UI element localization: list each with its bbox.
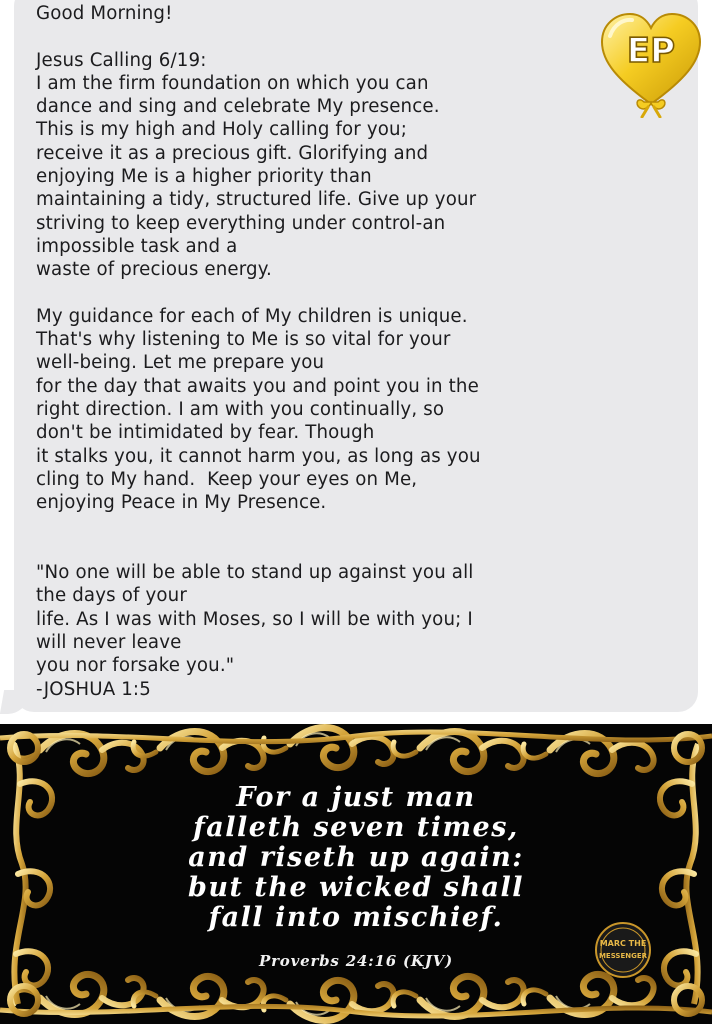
p1-line-7: striving to keep everything under control-an (36, 212, 446, 234)
quote-line-1: "No one will be able to stand up against you all (36, 562, 474, 584)
verse-line-4: but the wicked shall (187, 872, 524, 903)
p2-line-7: it stalks you, it cannot harm you, as long as you (36, 445, 481, 467)
greeting-line: Good Morning! (36, 3, 173, 24)
logo-text-bottom: MESSENGER (598, 952, 648, 960)
devotional-title: Jesus Calling 6/19: (36, 49, 207, 71)
p1-line-3: This is my high and Holy calling for you; (36, 119, 407, 141)
p1-line-2: dance and sing and celebrate My presence. (36, 96, 440, 118)
p2-line-5: right direction. I am with you continually, so (36, 399, 445, 421)
gold-heart-icon (598, 10, 704, 118)
p2-line-4: for the day that awaits you and point you in the (36, 375, 479, 397)
p1-line-4: receive it as a precious gift. Glorifying and (36, 142, 429, 164)
marc-the-messenger-logo (595, 922, 651, 978)
verse-line-5: fall into mischief. (208, 902, 504, 933)
p2-line-1: My guidance for each of My children is unique. (36, 305, 468, 327)
verse-reference: Proverbs 24:16 (KJV) (259, 952, 453, 970)
verse-line-1: For a just man (236, 782, 476, 813)
verse-image (0, 724, 712, 1024)
p2-line-2: That's why listening to Me is so vital for your (36, 329, 451, 351)
p2-line-3: well-being. Let me prepare you (36, 352, 325, 374)
p1-line-1: I am the firm foundation on which you can (36, 72, 429, 94)
quote-line-3: life. As I was with Moses, so I will be with you; I (36, 608, 473, 630)
verse-line-3: and riseth up again: (188, 842, 524, 873)
p1-line-8: impossible task and a (36, 235, 238, 257)
p1-line-5: enjoying Me is a higher priority than (36, 166, 372, 188)
quote-reference: -JOSHUA 1:5 (36, 678, 151, 700)
quote-line-5: you nor forsake you." (36, 655, 235, 677)
p2-line-9: enjoying Peace in My Presence. (36, 492, 327, 514)
message-text[interactable] (36, 2, 684, 701)
p2-line-8: cling to My hand. Keep your eyes on Me, (36, 468, 418, 490)
p1-line-6: maintaining a tidy, structured life. Give up your (36, 189, 477, 211)
p2-line-6: don't be intimidated by fear. Though (36, 422, 375, 444)
badge-text: EP (626, 31, 676, 71)
quote-line-4: will never leave (36, 632, 182, 654)
quote-line-2: the days of your (36, 585, 187, 607)
p1-line-9: waste of precious energy. (36, 259, 272, 281)
logo-text-top: MARC THE (599, 939, 647, 948)
verse-line-2: falleth seven times, (193, 812, 519, 843)
